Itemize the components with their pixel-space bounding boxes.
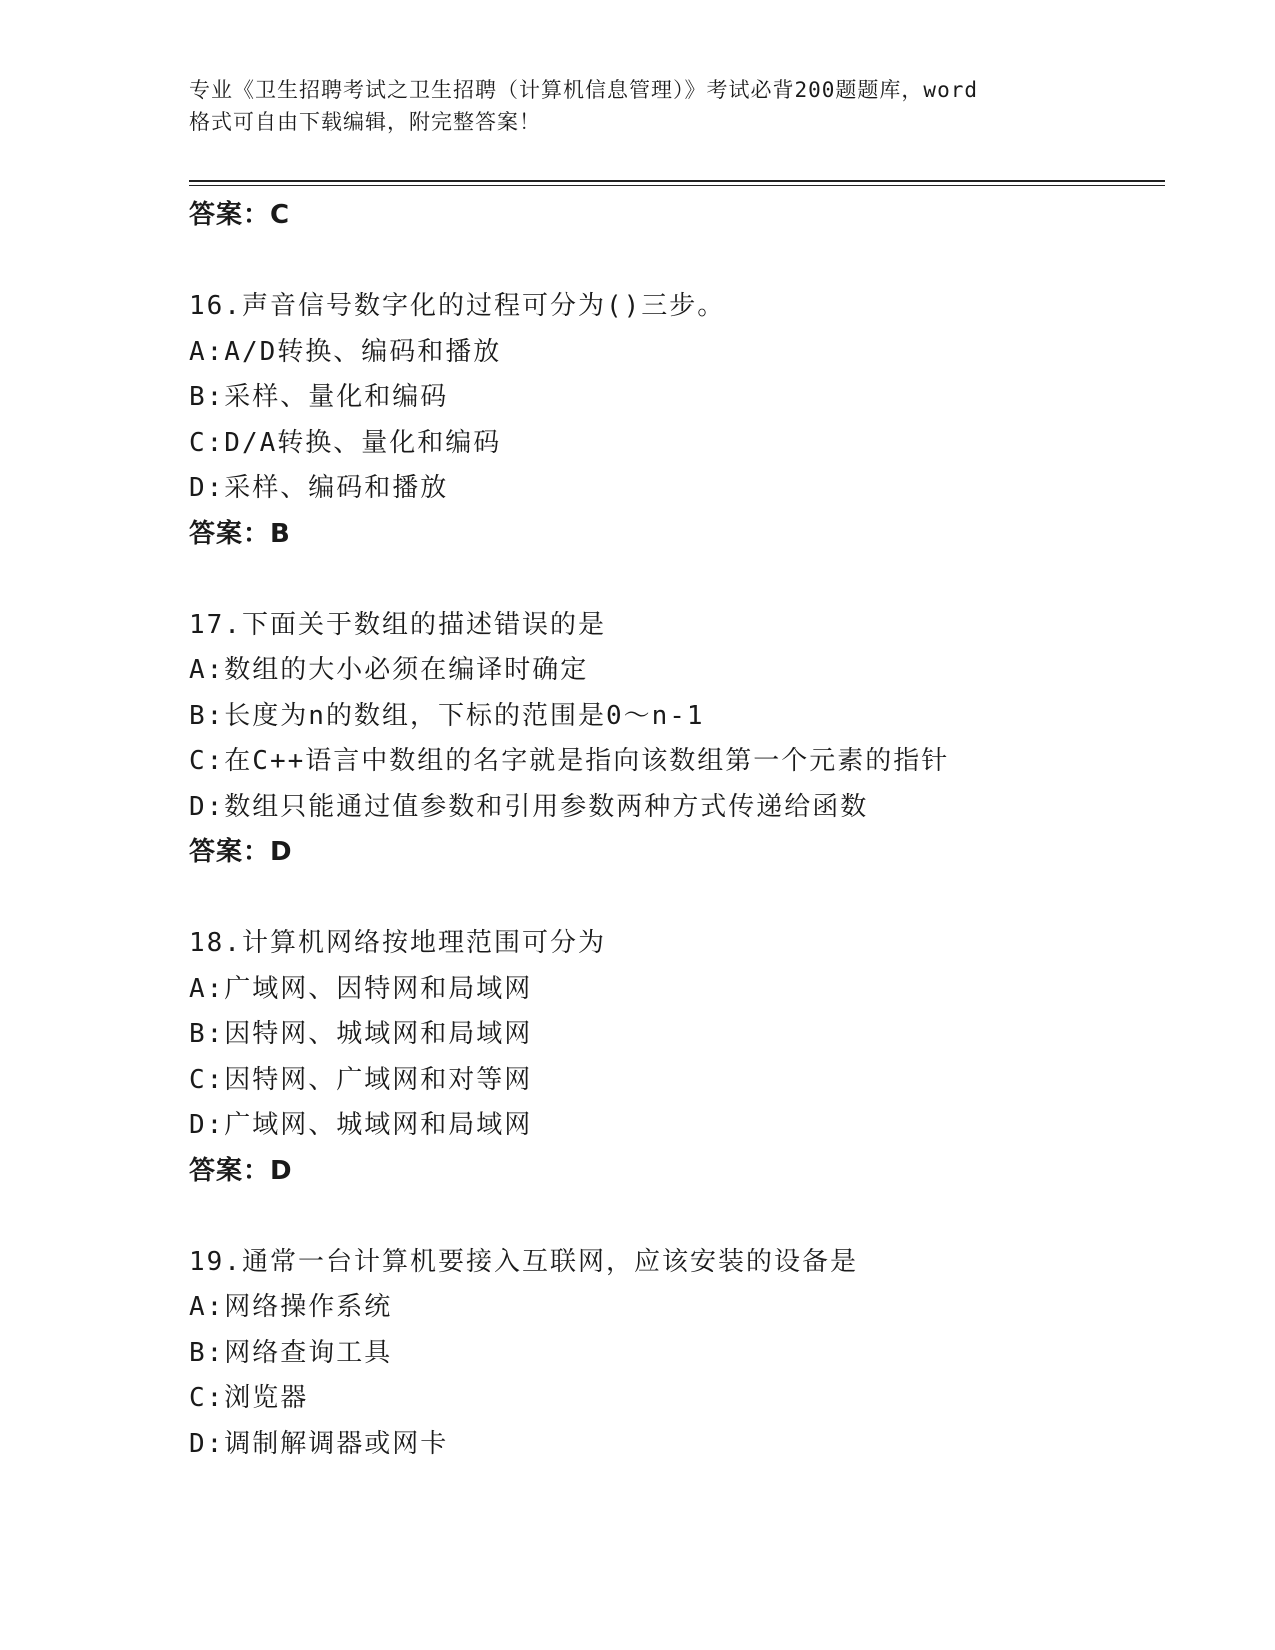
answer-line: 答案：D (189, 837, 293, 867)
option-b: B:长度为n的数组，下标的范围是0～n-1 (189, 700, 705, 731)
header-line-2: 格式可自由下载编辑，附完整答案！ (189, 110, 541, 134)
header-divider (189, 180, 1165, 182)
question-text: 18.计算机网络按地理范围可分为 (189, 928, 606, 958)
question-text: 19.通常一台计算机要接入互联网，应该安装的设备是 (189, 1246, 858, 1277)
header-line-1: 专业《卫生招聘考试之卫生招聘（计算机信息管理）》考试必背200题题库，word (189, 78, 978, 102)
option-d: D:数组只能通过值参数和引用参数两种方式传递给函数 (189, 791, 869, 822)
question-block-17 (189, 603, 1165, 876)
answer-line: 答案：B (189, 518, 291, 549)
answer-line: 答案：D (189, 1155, 293, 1186)
option-d: D:广域网、城域网和局域网 (189, 1110, 533, 1140)
answer-line: 答案：C (189, 200, 291, 230)
option-a: A:A/D转换、编码和播放 (189, 336, 502, 367)
question-text: 16.声音信号数字化的过程可分为()三步。 (189, 291, 726, 321)
option-a: A:广域网、因特网和局域网 (189, 973, 533, 1004)
question-block-19 (189, 1240, 1165, 1468)
option-b: B:采样、量化和编码 (189, 382, 449, 412)
option-a: A:网络操作系统 (189, 1292, 393, 1322)
option-c: C:D/A转换、量化和编码 (189, 427, 502, 458)
option-b: B:因特网、城域网和局域网 (189, 1019, 533, 1049)
option-d: D:调制解调器或网卡 (189, 1428, 449, 1459)
option-c: C:在C++语言中数组的名字就是指向该数组第一个元素的指针 (189, 746, 950, 776)
question-block-16 (189, 284, 1165, 557)
question-text: 17.下面关于数组的描述错误的是 (189, 609, 606, 640)
document-body (189, 193, 1165, 1467)
option-c: C:因特网、广域网和对等网 (189, 1064, 533, 1095)
document-header (189, 74, 1089, 138)
header-divider-thin (189, 185, 1165, 186)
option-d: D:采样、编码和播放 (189, 473, 449, 503)
option-a: A:数组的大小必须在编译时确定 (189, 655, 589, 685)
option-c: C:浏览器 (189, 1383, 309, 1413)
option-b: B:网络查询工具 (189, 1337, 393, 1368)
question-block-18 (189, 921, 1165, 1194)
